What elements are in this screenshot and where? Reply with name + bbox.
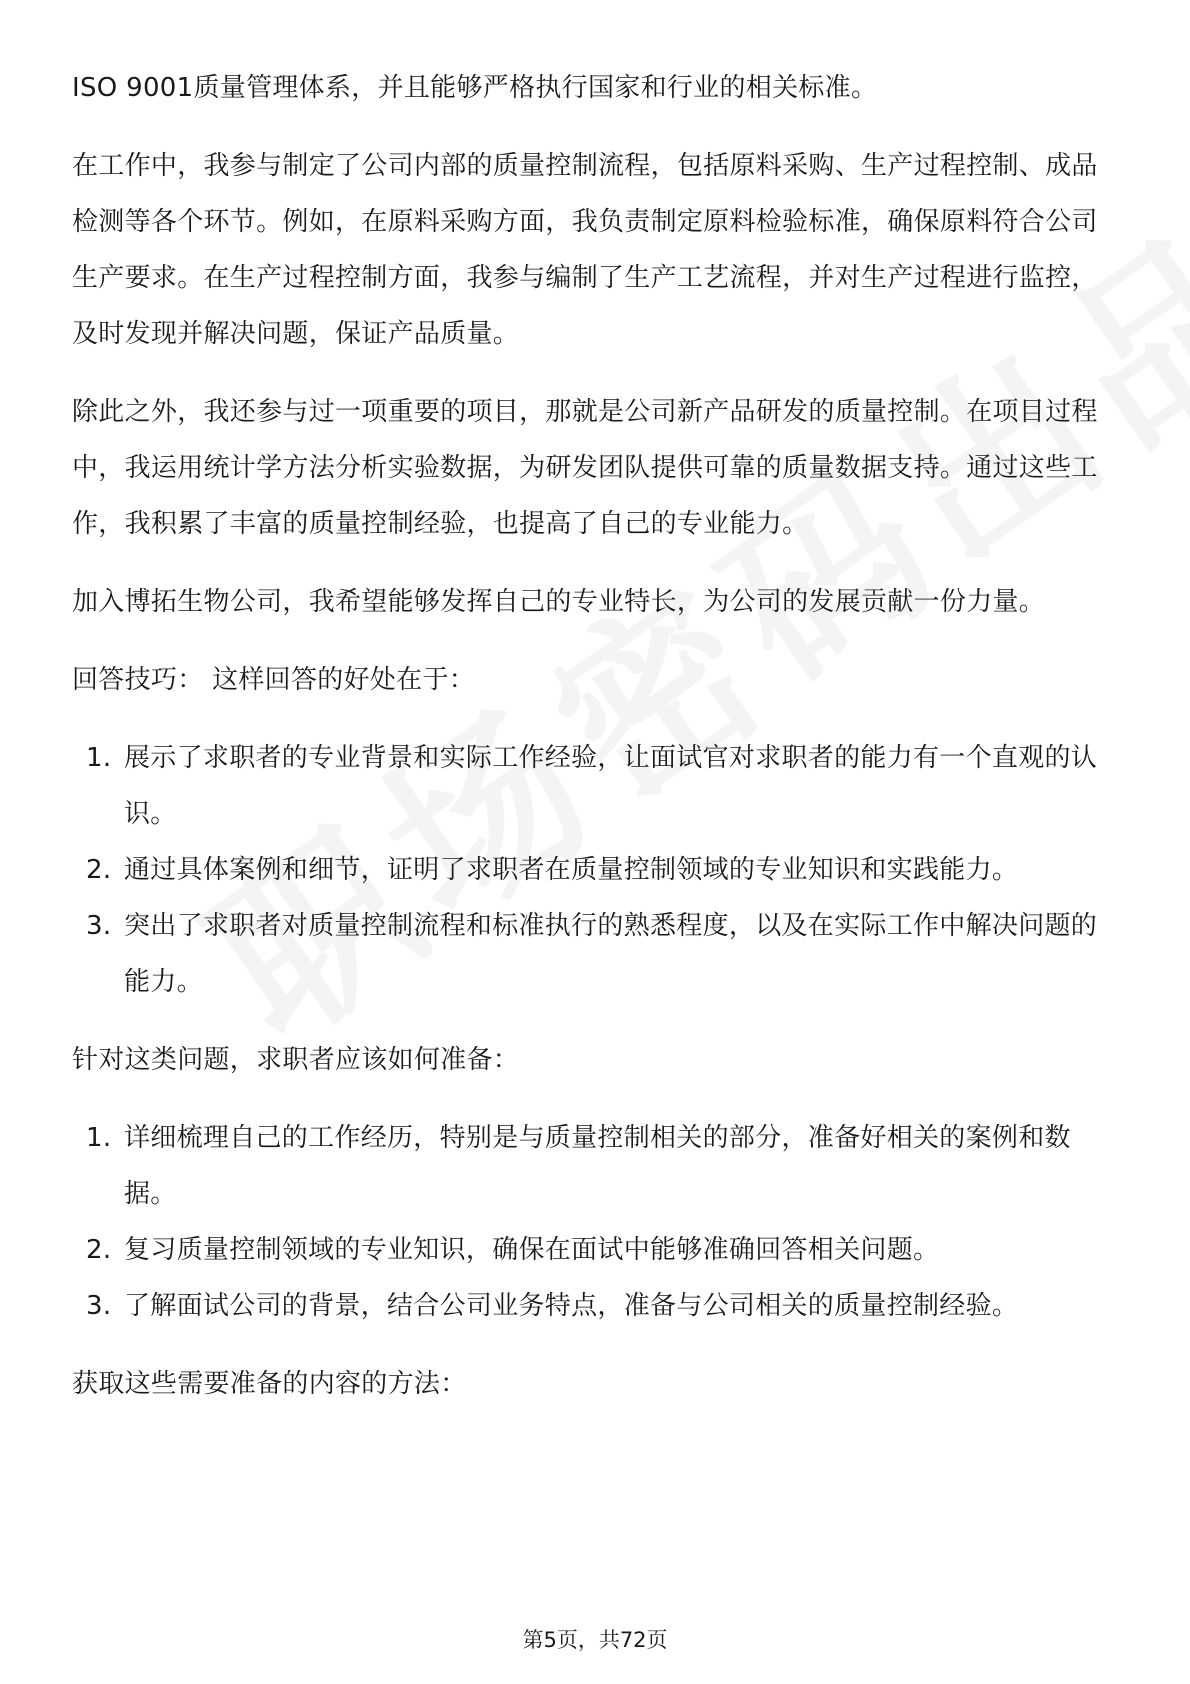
list-item-text: 复习质量控制领域的专业知识，确保在面试中能够准确回答相关问题。 xyxy=(124,1235,940,1265)
list-item-text: 通过具体案例和细节，证明了求职者在质量控制领域的专业知识和实践能力。 xyxy=(124,855,1019,885)
paragraph-iso-standard: ISO 9001质量管理体系，并且能够严格执行国家和行业的相关标准。 xyxy=(72,73,878,103)
page-footer: 第5页，共72页 xyxy=(522,1628,668,1652)
list-item-text: 展示了求职者的专业背景和实际工作经验，让面试官对求职者的能力有一个直观的认识。 xyxy=(124,743,1098,829)
list-number: 1. xyxy=(86,743,112,773)
heading-answer-tips: 回答技巧： 这样回答的好处在于： xyxy=(72,665,476,695)
list-number: 1. xyxy=(86,1123,112,1153)
list-number: 3. xyxy=(86,911,112,941)
list-item xyxy=(72,1278,1118,1334)
prepare-list xyxy=(72,1110,1118,1334)
list-item xyxy=(72,842,1118,898)
list-item xyxy=(72,898,1118,1010)
list-item-text: 详细梳理自己的工作经历，特别是与质量控制相关的部分，准备好相关的案例和数据。 xyxy=(124,1123,1071,1209)
list-item xyxy=(72,1222,1118,1278)
list-item-text: 突出了求职者对质量控制流程和标准执行的熟悉程度，以及在实际工作中解决问题的能力。 xyxy=(124,911,1098,997)
list-item xyxy=(72,730,1118,842)
list-number: 2. xyxy=(86,1235,112,1265)
list-item xyxy=(72,1110,1118,1222)
heading-methods: 获取这些需要准备的内容的方法： xyxy=(72,1369,467,1399)
paragraph-join-company: 加入博拓生物公司，我希望能够发挥自己的专业特长，为公司的发展贡献一份力量。 xyxy=(72,587,1046,617)
heading-how-to-prepare: 针对这类问题，求职者应该如何准备： xyxy=(72,1045,520,1075)
paragraph-work-experience: 在工作中，我参与制定了公司内部的质量控制流程，包括原料采购、生产过程控制、成品检测等各个环节。例如，在原料采购方面，我负责制定原料检验标准，确保原料符合公司生产要求。在生产过程控制方面，我参与编制了生产工艺流程，并对生产过程进行监控，及时发现并解决问题，保证产品质量。 xyxy=(72,151,1098,349)
page-content xyxy=(72,60,1118,1434)
list-number: 2. xyxy=(86,855,112,885)
list-number: 3. xyxy=(86,1291,112,1321)
benefits-list xyxy=(72,730,1118,1010)
paragraph-project-experience: 除此之外，我还参与过一项重要的项目，那就是公司新产品研发的质量控制。在项目过程中，我运用统计学方法分析实验数据，为研发团队提供可靠的质量数据支持。通过这些工作，我积累了丰富的质量控制经验，也提高了自己的专业能力。 xyxy=(72,397,1098,539)
list-item-text: 了解面试公司的背景，结合公司业务特点，准备与公司相关的质量控制经验。 xyxy=(124,1291,1019,1321)
